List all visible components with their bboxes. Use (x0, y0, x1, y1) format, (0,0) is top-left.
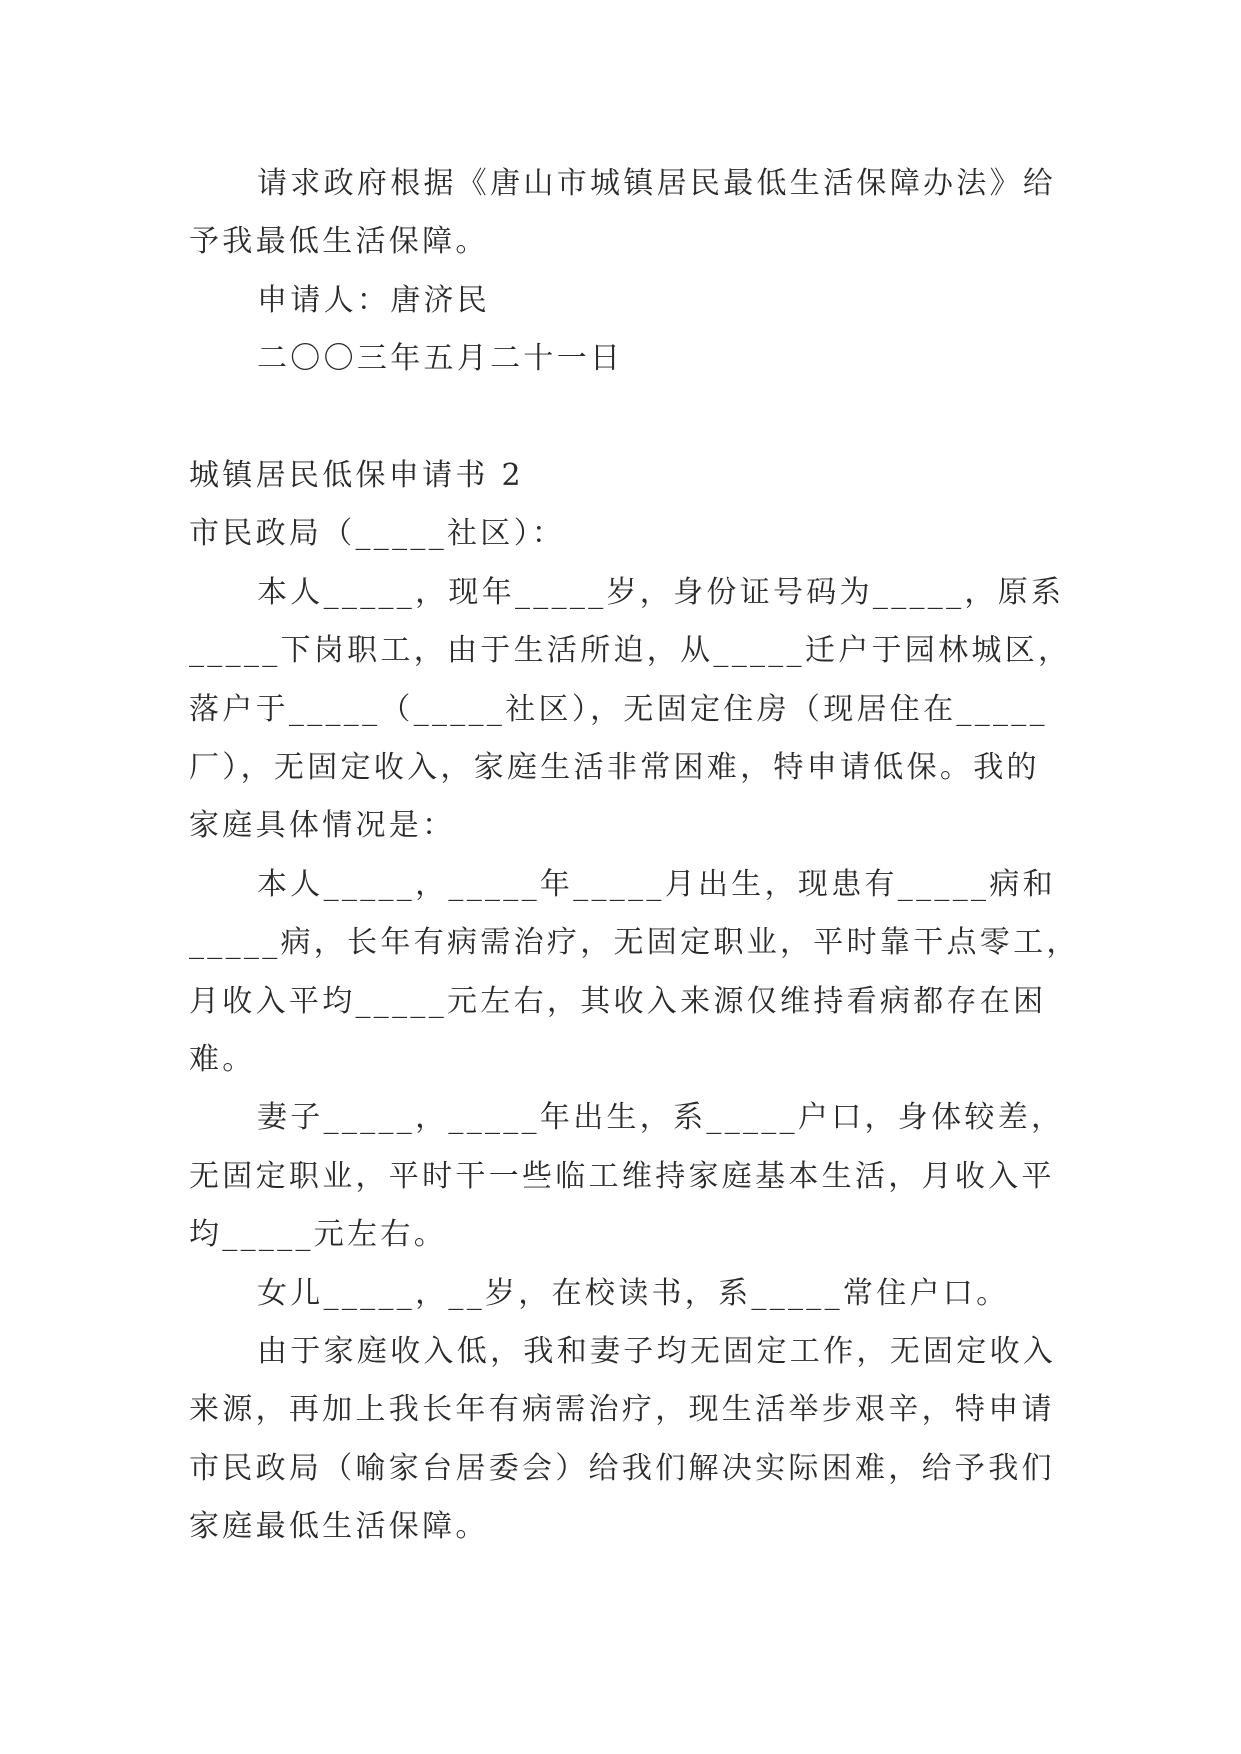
salutation: 市民政局（_____社区）： (189, 516, 566, 551)
date-line: 二〇〇三年五月二十一日 (257, 341, 624, 376)
paragraph1-line-1: 本人_____，现年_____岁，身份证号码为_____，原系 (257, 575, 1065, 610)
applicant-line: 申请人：唐济民 (257, 283, 491, 318)
paragraph5-line-4: 家庭最低生活保障。 (189, 1509, 489, 1544)
paragraph3-line-2: 无固定职业，平时干一些临工维持家庭基本生活，月收入平 (189, 1159, 1055, 1194)
section1-line-1: 请求政府根据《唐山市城镇居民最低生活保障办法》给 (257, 166, 1057, 201)
paragraph1-line-5: 家庭具体情况是： (189, 808, 456, 843)
paragraph5-line-2: 来源，再加上我长年有病需治疗，现生活举步艰辛，特申请 (189, 1392, 1055, 1427)
paragraph5-line-1: 由于家庭收入低，我和妻子均无固定工作，无固定收入 (257, 1334, 1057, 1369)
paragraph4-line-1: 女儿_____，__岁，在校读书，系_____常住户口。 (257, 1276, 1010, 1311)
document-title: 城镇居民低保申请书 2 (189, 458, 524, 493)
paragraph1-line-2: _____下岗职工，由于生活所迫，从_____迁户于园林城区， (189, 633, 1072, 668)
paragraph1-line-4: 厂），无固定收入，家庭生活非常困难，特申请低保。我的 (189, 750, 1040, 785)
section1-line-2: 予我最低生活保障。 (189, 224, 489, 259)
paragraph2-line-4: 难。 (189, 1042, 256, 1077)
paragraph2-line-2: _____病，长年有病需治疗，无固定职业，平时靠干点零工， (189, 925, 1080, 960)
paragraph2-line-1: 本人_____，_____年_____月出生，现患有_____病和 (257, 867, 1056, 902)
paragraph3-line-3: 均_____元左右。 (189, 1217, 447, 1252)
paragraph3-line-1: 妻子_____，_____年出生，系_____户口，身体较差， (257, 1100, 1065, 1135)
paragraph5-line-3: 市民政局（喻家台居委会）给我们解决实际困难，给予我们 (189, 1451, 1055, 1486)
paragraph1-line-3: 落户于_____（_____社区），无固定住房（现居住在_____ (189, 692, 1048, 727)
paragraph2-line-3: 月收入平均_____元左右，其收入来源仅维持看病都存在困 (189, 984, 1047, 1019)
